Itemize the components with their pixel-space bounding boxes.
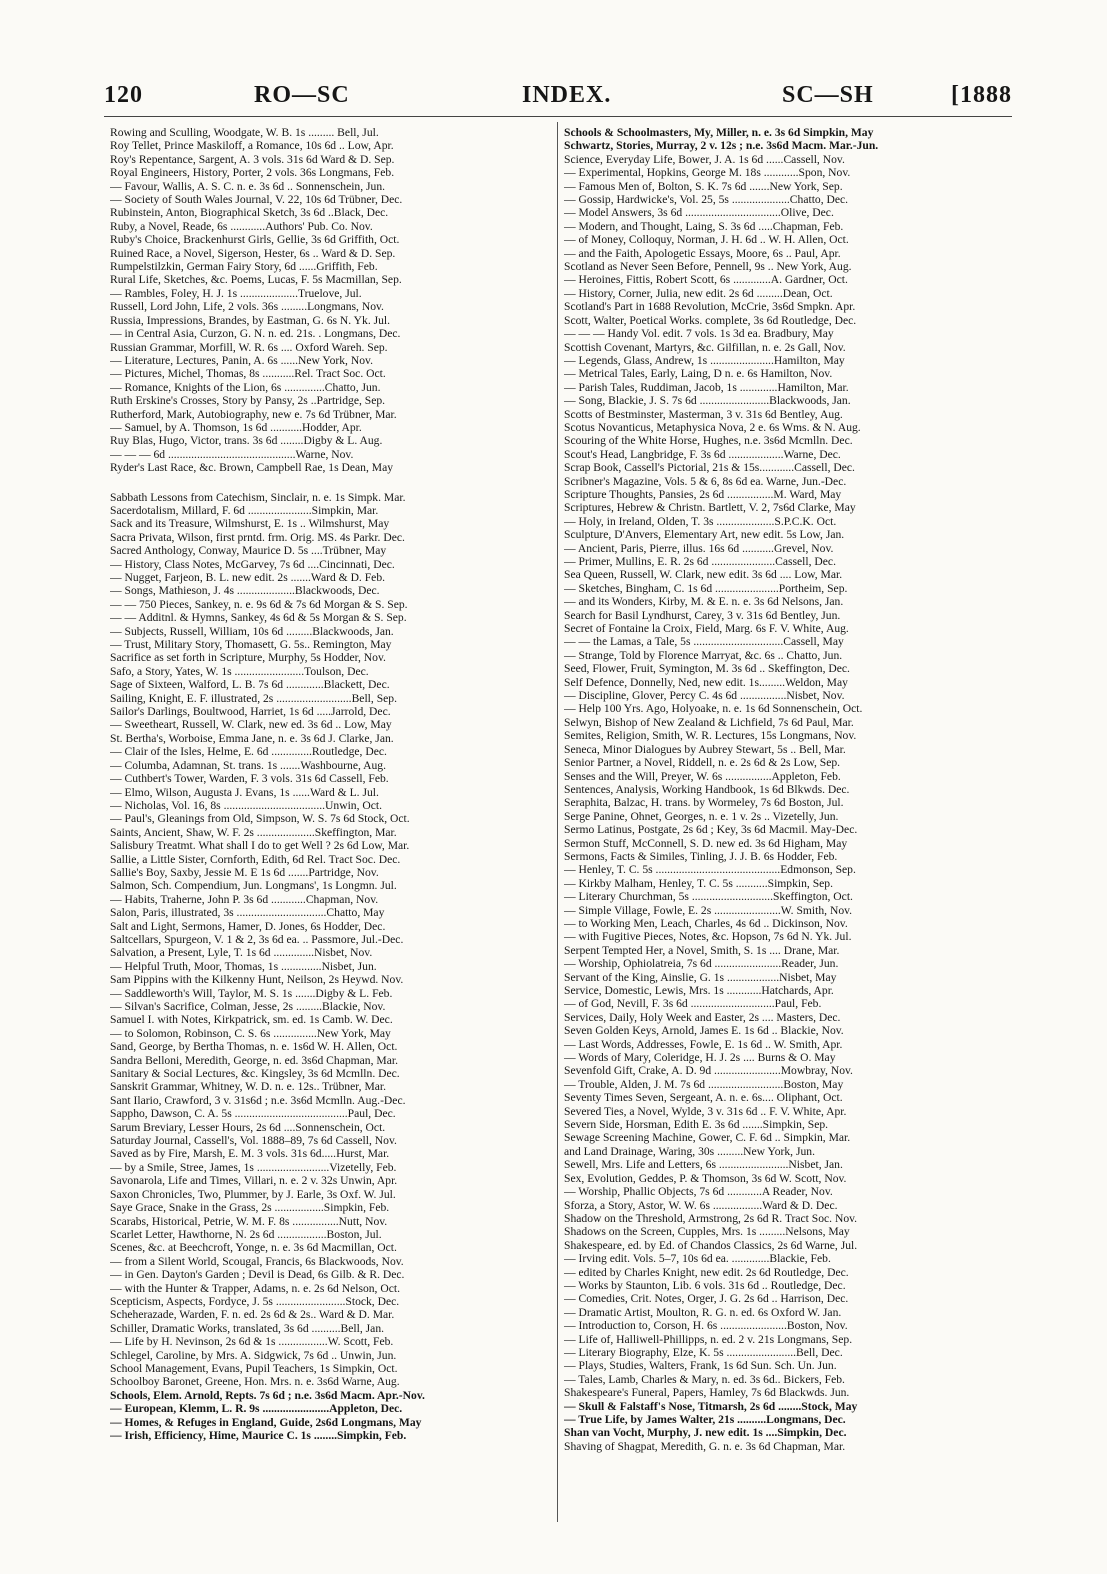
index-entry: — Comedies, Crit. Notes, Orger, J. G. 2s 6d .. Harrison, Dec. bbox=[564, 1292, 849, 1306]
index-entry: Sam Pippins with the Kilkenny Hunt, Neilson, 2s Heywd. Nov. bbox=[110, 973, 404, 987]
index-entry: Science, Everyday Life, Bower, J. A. 1s 6d ......Cassell, Nov. bbox=[564, 152, 845, 166]
index-entry: Roy Tellet, Prince Maskiloff, a Romance, 10s 6d .. Low, Apr. bbox=[110, 139, 394, 153]
index-entry: Scotts of Bestminster, Masterman, 3 v. 31s 6d Bentley, Aug. bbox=[564, 407, 843, 421]
index-entry: Schwartz, Stories, Murray, 2 v. 12s ; n.e. 3s6d Macm. Mar.-Jun. bbox=[564, 139, 879, 153]
page-header bbox=[104, 78, 1012, 117]
index-entry: — History, Corner, Julia, new edit. 2s 6d .........Dean, Oct. bbox=[564, 286, 833, 300]
index-entry: Sand, George, by Bertha Thomas, n. e. 1s6d W. H. Allen, Oct. bbox=[110, 1040, 398, 1054]
index-entry: Severed Ties, a Novel, Wylde, 3 v. 31s 6d .. F. V. White, Apr. bbox=[564, 1104, 847, 1118]
index-entry: — Pictures, Michel, Thomas, 8s ...........Rel. Tract Soc. Oct. bbox=[110, 367, 386, 381]
index-entry: — Words of Mary, Coleridge, H. J. 2s .... Burns & O. May bbox=[564, 1051, 836, 1065]
index-entry: — from a Silent World, Scougal, Francis, 6s Blackwoods, Nov. bbox=[110, 1254, 404, 1268]
index-entry: Saturday Journal, Cassell's, Vol. 1888–89, 7s 6d Cassell, Nov. bbox=[110, 1134, 397, 1148]
index-entry: Sarum Breviary, Lesser Hours, 2s 6d ....Sonnenschein, Oct. bbox=[110, 1120, 386, 1134]
right-range-heading: SC—SH bbox=[782, 82, 874, 108]
index-entry: — Homes, & Refuges in England, Guide, 2s6d Longmans, May bbox=[110, 1415, 422, 1429]
index-entry: — Metrical Tales, Early, Laing, D n. e. 6s Hamilton, Nov. bbox=[564, 367, 833, 381]
index-entry: Schiller, Dramatic Works, translated, 3s 6d ..........Bell, Jan. bbox=[110, 1321, 385, 1335]
index-entry: — — — 6d ............................................Warne, Nov. bbox=[110, 447, 354, 461]
index-entry: — — Additnl. & Hymns, Sankey, 4s 6d & 5s Morgan & S. Sep. bbox=[110, 611, 407, 625]
right-column bbox=[564, 126, 1014, 1526]
index-entry: Senses and the Will, Preyer, W. 6s ................Appleton, Feb. bbox=[564, 769, 841, 783]
index-entry: — and the Faith, Apologetic Essays, Moore, 6s .. Paul, Apr. bbox=[564, 246, 841, 260]
index-entry: — European, Klemm, L. R. 9s .......................Appleton, Dec. bbox=[110, 1402, 403, 1416]
index-entry: Scriptures, Hebrew & Christn. Bartlett, V. 2, 7s6d Clarke, May bbox=[564, 501, 856, 515]
index-entry: Scout's Head, Langbridge, F. 3s 6d ...................Warne, Dec. bbox=[564, 447, 841, 461]
index-entry: Schools, Elem. Arnold, Repts. 7s 6d ; n.e. 3s6d Macm. Apr.-Nov. bbox=[110, 1388, 425, 1402]
index-entry: — Irving edit. Vols. 5–7, 10s 6d ea. .............Blackie, Feb. bbox=[564, 1252, 831, 1266]
index-entry: Seventy Times Seven, Sergeant, A. n. e. 6s.... Oliphant, Oct. bbox=[564, 1091, 843, 1105]
index-entry: Seneca, Minor Dialogues by Aubrey Stewart, 5s .. Bell, Mar. bbox=[564, 742, 846, 756]
index-entry: Safo, a Story, Yates, W. 1s ........................Toulson, Dec. bbox=[110, 664, 369, 678]
index-entry: — Trust, Military Story, Thomasett, G. 5s.. Remington, May bbox=[110, 638, 392, 652]
index-entry: Shan van Vocht, Murphy, J. new edit. 1s ....Simpkin, Dec. bbox=[564, 1426, 847, 1440]
index-entry: — Help 100 Yrs. Ago, Holyoake, n. e. 1s 6d Sonnenschein, Oct. bbox=[564, 702, 863, 716]
index-entry: Sermo Latinus, Postgate, 2s 6d ; Key, 3s 6d Macmil. May-Dec. bbox=[564, 823, 858, 837]
index-entry: — Saddleworth's Will, Taylor, M. S. 1s .......Digby & L. Feb. bbox=[110, 986, 393, 1000]
index-entry: Schoolboy Baronet, Greene, Hon. Mrs. n. e. 3s6d Warne, Aug. bbox=[110, 1375, 400, 1389]
index-title: INDEX. bbox=[522, 82, 612, 108]
index-entry: — in Central Asia, Curzon, G. N. n. ed. 21s. . Longmans, Dec. bbox=[110, 327, 401, 341]
index-entry: — Gossip, Hardwicke's, Vol. 25, 5s ....................Chatto, Dec. bbox=[564, 193, 849, 207]
index-entry: — Plays, Studies, Walters, Frank, 1s 6d Sun. Sch. Un. Jun. bbox=[564, 1359, 837, 1373]
index-entry: Sacerdotalism, Millard, F. 6d ......................Simpkin, Mar. bbox=[110, 503, 379, 517]
index-entry: St. Bertha's, Worboise, Emma Jane, n. e. 3s 6d J. Clarke, Jan. bbox=[110, 731, 394, 745]
index-entry: Saved as by Fire, Marsh, E. M. 3 vols. 31s 6d.....Hurst, Mar. bbox=[110, 1147, 390, 1161]
index-entry: — to Working Men, Leach, Charles, 4s 6d .. Dickinson, Nov. bbox=[564, 916, 848, 930]
index-entry: Sermons, Facts & Similes, Tinling, J. J. B. 6s Hodder, Feb. bbox=[564, 849, 838, 863]
index-entry: — and its Wonders, Kirby, M. & E. n. e. 3s 6d Nelsons, Jan. bbox=[564, 595, 844, 609]
index-entry bbox=[110, 475, 560, 491]
index-entry: — Model Answers, 3s 6d .................................Olive, Dec. bbox=[564, 206, 834, 220]
index-entry: Scotus Novanticus, Metaphysica Nova, 2 e. 6s Wms. & N. Aug. bbox=[564, 420, 861, 434]
index-entry: — Famous Men of, Bolton, S. K. 7s 6d .......New York, Sep. bbox=[564, 179, 843, 193]
index-entry: — Silvan's Sacrifice, Colman, Jesse, 2s .........Blackie, Nov. bbox=[110, 1000, 386, 1013]
index-entry: Scarabs, Historical, Petrie, W. M. F. 8s ................Nutt, Nov. bbox=[110, 1214, 388, 1228]
index-entry: — Paul's, Gleanings from Old, Simpson, W. S. 7s 6d Stock, Oct. bbox=[110, 812, 410, 826]
index-entry: Scouring of the White Horse, Hughes, n.e. 3s6d Mcmlln. Dec. bbox=[564, 434, 853, 448]
index-entry: Rutherford, Mark, Autobiography, new e. 7s 6d Trübner, Mar. bbox=[110, 407, 397, 421]
index-entry: Sailor's Darlings, Boultwood, Harriet, 1s 6d .....Jarrold, Dec. bbox=[110, 705, 391, 719]
index-entry: Sewell, Mrs. Life and Letters, 6s ........................Nisbet, Jan. bbox=[564, 1158, 843, 1172]
index-entry: Saints, Ancient, Shaw, W. F. 2s ....................Skeffington, Mar. bbox=[110, 825, 397, 839]
index-entry: Senior Partner, a Novel, Riddell, n. e. 2s 6d & 2s Low, Sep. bbox=[564, 756, 841, 770]
index-entry: Serpent Tempted Her, a Novel, Smith, S. 1s .... Drane, Mar. bbox=[564, 943, 840, 957]
index-entry: — Song, Blackie, J. S. 7s 6d ........................Blackwoods, Jan. bbox=[564, 394, 851, 408]
index-entry: Ruby's Choice, Brackenhurst Girls, Gellie, 3s 6d Griffith, Oct. bbox=[110, 233, 400, 247]
index-entry: — Songs, Mathieson, J. 4s ....................Blackwoods, Dec. bbox=[110, 584, 380, 598]
index-entry: — Favour, Wallis, A. S. C. n. e. 3s 6d .. Sonnenschein, Jun. bbox=[110, 179, 386, 193]
index-entry: Rural Life, Sketches, &c. Poems, Lucas, F. 5s Macmillan, Sep. bbox=[110, 273, 402, 287]
index-entry: Sanskrit Grammar, Whitney, W. D. n. e. 12s.. Trübner, Mar. bbox=[110, 1080, 387, 1094]
index-entry: — Society of South Wales Journal, V. 22, 10s 6d Trübner, Dec. bbox=[110, 193, 403, 207]
index-entry: Sacrifice as set forth in Scripture, Murphy, 5s Hodder, Nov. bbox=[110, 651, 386, 665]
index-entry: Sanitary & Social Lectures, &c. Kingsley, 3s 6d Mcmlln. Dec. bbox=[110, 1067, 400, 1081]
index-entry: Sack and its Treasure, Wilmshurst, E. 1s .. Wilmshurst, May bbox=[110, 517, 390, 531]
index-entry: — by a Smile, Stree, James, 1s .........................Vizetelly, Feb. bbox=[110, 1160, 397, 1174]
index-entry: — Dramatic Artist, Moulton, R. G. n. ed. 6s Oxford W. Jan. bbox=[564, 1305, 842, 1319]
index-entry: — — — Handy Vol. edit. 7 vols. 1s 3d ea. Bradbury, May bbox=[564, 327, 834, 341]
index-entry: Scott, Walter, Poetical Works. complete, 3s 6d Routledge, Dec. bbox=[564, 313, 857, 327]
index-entry: Ryder's Last Race, &c. Brown, Campbell Rae, 1s Dean, May bbox=[110, 461, 394, 475]
index-entry: Sea Queen, Russell, W. Clark, new edit. 3s 6d .... Low, Mar. bbox=[564, 568, 843, 582]
index-entry: — Modern, and Thought, Laing, S. 3s 6d .....Chapman, Feb. bbox=[564, 219, 844, 233]
index-entry: — Literature, Lectures, Panin, A. 6s ......New York, Nov. bbox=[110, 353, 373, 367]
index-entry: Seed, Flower, Fruit, Symington, M. 3s 6d .. Skeffington, Dec. bbox=[564, 662, 850, 676]
year-heading: [1888 bbox=[951, 82, 1012, 108]
index-entry: — edited by Charles Knight, new edit. 2s 6d Routledge, Dec. bbox=[564, 1265, 849, 1279]
index-entry: — Kirkby Malham, Henley, T. C. 5s ...........Simpkin, Sep. bbox=[564, 876, 834, 890]
index-entry: — Rambles, Foley, H. J. 1s ....................Truelove, Jul. bbox=[110, 286, 362, 300]
index-entry: Russell, Lord John, Life, 2 vols. 36s .........Longmans, Nov. bbox=[110, 300, 384, 314]
left-column bbox=[110, 126, 560, 1526]
index-entry: Ruth Erskine's Crosses, Story by Pansy, 2s ..Partridge, Sep. bbox=[110, 394, 386, 408]
index-entry: — with the Hunter & Trapper, Adams, n. e. 2s 6d Nelson, Oct. bbox=[110, 1281, 400, 1295]
index-entry: — — the Lamas, a Tale, 5s ...............................Cassell, May bbox=[564, 635, 844, 649]
index-entry: Sex, Evolution, Geddes, P. & Thomson, 3s 6d W. Scott, Nov. bbox=[564, 1171, 847, 1185]
index-entry: — of God, Nevill, F. 3s 6d .............................Paul, Feb. bbox=[564, 997, 822, 1011]
index-entry: Sacra Privata, Wilson, first prntd. frm. Orig. MS. 4s Parkr. Dec. bbox=[110, 530, 405, 544]
index-entry: Scenes, &c. at Beechcroft, Yonge, n. e. 3s 6d Macmillan, Oct. bbox=[110, 1241, 397, 1255]
index-entry: — Life of, Halliwell-Phillipps, n. ed. 2 v. 21s Longmans, Sep. bbox=[564, 1332, 853, 1346]
index-entry: Severn Side, Horsman, Edith E. 3s 6d .......Simpkin, Sep. bbox=[564, 1118, 829, 1132]
index-entry: Seraphita, Balzac, H. trans. by Wormeley, 7s 6d Boston, Jul. bbox=[564, 796, 844, 810]
index-entry: Sage of Sixteen, Walford, L. B. 7s 6d .............Blackett, Dec. bbox=[110, 678, 390, 692]
index-entry: — Irish, Efficiency, Hime, Maurice C. 1s ........Simpkin, Feb. bbox=[110, 1429, 407, 1442]
index-entry: Sailing, Knight, E. F. illustrated, 2s ..........................Bell, Sep. bbox=[110, 691, 397, 705]
index-entry: Sallie's Boy, Saxby, Jessie M. E 1s 6d .......Partridge, Nov. bbox=[110, 865, 379, 879]
index-entry: — Experimental, Hopkins, George M. 18s ............Spon, Nov. bbox=[564, 166, 851, 180]
index-entry: — Primer, Mullins, E. R. 2s 6d ......................Cassell, Dec. bbox=[564, 555, 836, 568]
index-entry: — Parish Tales, Ruddiman, Jacob, 1s .............Hamilton, Mar. bbox=[564, 380, 849, 394]
index-entry: School Management, Evans, Pupil Teachers, 1s Simpkin, Oct. bbox=[110, 1361, 398, 1375]
index-entry: — Simple Village, Fowle, E. 2s .......................W. Smith, Nov. bbox=[564, 903, 853, 917]
index-entry: — Skull & Falstaff's Nose, Titmarsh, 2s 6d ........Stock, May bbox=[564, 1399, 858, 1413]
index-entry: Schools & Schoolmasters, My, Miller, n. e. 3s 6d Simpkin, May bbox=[564, 126, 874, 139]
index-entry: Sappho, Dawson, C. A. 5s .......................................Paul, Dec. bbox=[110, 1107, 396, 1121]
index-entry: — Works by Staunton, Lib. 6 vols. 31s 6d .. Routledge, Dec. bbox=[564, 1278, 846, 1292]
left-range-heading: RO—SC bbox=[254, 82, 350, 108]
index-entry: Sabbath Lessons from Catechism, Sinclair, n. e. 1s Simpk. Mar. bbox=[110, 490, 406, 504]
index-entry: Russia, Impressions, Brandes, by Eastman, G. 6s N. Yk. Jul. bbox=[110, 313, 391, 327]
index-entry: — Henley, T. C. 5s ...........................................Edmonson, Sep. bbox=[564, 863, 856, 877]
column-divider bbox=[557, 122, 558, 1522]
index-entry: Shakespeare, ed. by Ed. of Chandos Classics, 2s 6d Warne, Jul. bbox=[564, 1238, 858, 1252]
index-entry: Saltcellars, Spurgeon, V. 1 & 2, 3s 6d ea. .. Passmore, Jul.-Dec. bbox=[110, 932, 404, 946]
index-entry: Semites, Religion, Smith, W. R. Lectures, 15s Longmans, Nov. bbox=[564, 729, 857, 743]
index-entry: Salvation, a Present, Lyle, T. 1s 6d ..............Nisbet, Nov. bbox=[110, 946, 373, 960]
index-entry: Service, Domestic, Lewis, Mrs. 1s ............Hatchards, Apr. bbox=[564, 984, 834, 997]
index-entry: — in Gen. Dayton's Garden ; Devil is Dead, 6s Gilb. & R. Dec. bbox=[110, 1268, 405, 1282]
index-entry: Ruined Race, a Novel, Sigerson, Hester, 6s .. Ward & D. Sep. bbox=[110, 246, 396, 260]
index-entry: Seven Golden Keys, Arnold, James E. 1s 6d .. Blackie, Nov. bbox=[564, 1024, 844, 1038]
index-entry: — Habits, Traherne, John P. 3s 6d ............Chapman, Nov. bbox=[110, 892, 379, 906]
index-entry: Sforza, a Story, Astor, W. W. 6s .................Ward & D. Dec. bbox=[564, 1198, 838, 1212]
index-entry: and Land Drainage, Waring, 30s .........New York, Jun. bbox=[564, 1144, 815, 1158]
index-entry: Scribner's Magazine, Vols. 5 & 6, 8s 6d ea. Warne, Jun.-Dec. bbox=[564, 474, 847, 488]
index-entry: — Helpful Truth, Moor, Thomas, 1s ..............Nisbet, Jun. bbox=[110, 959, 377, 973]
index-entry: Scotland's Part in 1688 Revolution, McCrie, 3s6d Smpkn. Apr. bbox=[564, 300, 856, 314]
index-entry: Saye Grace, Snake in the Grass, 2s .................Simpkin, Feb. bbox=[110, 1201, 390, 1215]
index-entry: Sandra Belloni, Meredith, George, n. ed. 3s6d Chapman, Mar. bbox=[110, 1053, 398, 1067]
index-entry: Salisbury Treatmt. What shall I do to get Well ? 2s 6d Low, Mar. bbox=[110, 839, 410, 853]
index-entry: Saxon Chronicles, Two, Plummer, by J. Earle, 3s Oxf. W. Jul. bbox=[110, 1187, 396, 1201]
index-entry: — Columba, Adamnan, St. trans. 1s .......Washbourne, Aug. bbox=[110, 758, 387, 772]
index-entry: — Worship, Phallic Objects, 7s 6d ............A Reader, Nov. bbox=[564, 1185, 833, 1199]
index-entry: Shakespeare's Funeral, Papers, Hamley, 7s 6d Blackwds. Jun. bbox=[564, 1386, 850, 1400]
index-entry: Salt and Light, Sermons, Hamer, D. Jones, 6s Hodder, Dec. bbox=[110, 919, 386, 933]
index-entry: Roy's Repentance, Sargent, A. 3 vols. 31s 6d Ward & D. Sep. bbox=[110, 152, 395, 166]
index-entry: — Heroines, Fittis, Robert Scott, 6s .............A. Gardner, Oct. bbox=[564, 273, 848, 287]
index-entry: Samuel I. with Notes, Kirkpatrick, sm. ed. 1s Camb. W. Dec. bbox=[110, 1013, 393, 1027]
index-entry: Sant Ilario, Crawford, 3 v. 31s6d ; n.e. 3s6d Mcmlln. Aug.-Dec. bbox=[110, 1093, 406, 1107]
index-entry: — Sweetheart, Russell, W. Clark, new ed. 3s 6d .. Low, May bbox=[110, 718, 392, 732]
index-entry: — Legends, Glass, Andrew, 1s ......................Hamilton, May bbox=[564, 353, 845, 367]
index-entry: — Introduction to, Corson, H. 6s .......................Boston, Nov. bbox=[564, 1319, 848, 1333]
index-entry: — to Solomon, Robinson, C. S. 6s ...............New York, May bbox=[110, 1026, 391, 1040]
index-entry: Sallie, a Little Sister, Cornforth, Edith, 6d Rel. Tract Soc. Dec. bbox=[110, 852, 401, 866]
index-entry: Secret of Fontaine la Croix, Field, Marg. 6s F. V. White, Aug. bbox=[564, 622, 849, 636]
index-entry: Sacred Anthology, Conway, Maurice D. 5s ....Trübner, May bbox=[110, 544, 387, 558]
page-number: 120 bbox=[104, 82, 143, 108]
index-entry: — Literary Churchman, 5s ............................Skeffington, Oct. bbox=[564, 890, 853, 904]
index-entry: Self Defence, Donnelly, Ned, new edit. 1s.........Weldon, May bbox=[564, 675, 848, 689]
index-entry: Sermon Stuff, McConnell, S. D. new ed. 3s 6d Higham, May bbox=[564, 836, 848, 850]
index-entry: — Samuel, by A. Thomson, 1s 6d ...........Hodder, Apr. bbox=[110, 420, 362, 434]
index-entry: — History, Class Notes, McGarvey, 7s 6d ....Cincinnati, Dec. bbox=[110, 557, 395, 571]
index-entry: Schlegel, Caroline, by Mrs. A. Sidgwick, 7s 6d .. Unwin, Jun. bbox=[110, 1348, 397, 1362]
index-entry: — Strange, Told by Florence Marryat, &c. 6s .. Chatto, Jun. bbox=[564, 648, 843, 662]
index-entry: Scotland as Never Seen Before, Pennell, 9s .. New York, Aug. bbox=[564, 260, 852, 274]
index-entry: — Last Words, Addresses, Fowle, E. 1s 6d .. W. Smith, Apr. bbox=[564, 1037, 843, 1051]
index-entry: Scripture Thoughts, Pansies, 2s 6d ................M. Ward, May bbox=[564, 487, 842, 501]
index-entry: — Nicholas, Vol. 16, 8s ...................................Unwin, Oct. bbox=[110, 798, 383, 812]
index-entry: Shaving of Shagpat, Meredith, G. n. e. 3s 6d Chapman, Mar. bbox=[564, 1439, 846, 1453]
index-entry: Servant of the King, Ainslie, G. 1s ..................Nisbet, May bbox=[564, 970, 837, 984]
index-entry: Savonarola, Life and Times, Villari, n. e. 2 v. 32s Unwin, Apr. bbox=[110, 1174, 398, 1188]
index-entry: Ruy Blas, Hugo, Victor, trans. 3s 6d ........Digby & L. Aug. bbox=[110, 434, 383, 448]
index-entry: — Romance, Knights of the Lion, 6s ..............Chatto, Jun. bbox=[110, 380, 381, 394]
index-entry: Scrap Book, Cassell's Pictorial, 21s & 15s............Cassell, Dec. bbox=[564, 461, 855, 475]
index-entry: Rubinstein, Anton, Biographical Sketch, 3s 6d ..Black, Dec. bbox=[110, 206, 389, 220]
index-entry: — Nugget, Farjeon, B. L. new edit. 2s .......Ward & D. Feb. bbox=[110, 571, 386, 584]
index-entry: Shadows on the Screen, Cupples, Mrs. 1s .........Nelsons, May bbox=[564, 1225, 850, 1239]
index-entry: Rumpelstilzkin, German Fairy Story, 6d ......Griffith, Feb. bbox=[110, 260, 378, 274]
index-entry: — of Money, Colloquy, Norman, J. H. 6d .. W. H. Allen, Oct. bbox=[564, 233, 849, 247]
index-entry: Sculpture, D'Anvers, Elementary Art, new edit. 5s Low, Jan. bbox=[564, 528, 845, 542]
index-entry: — Sketches, Bingham, C. 1s 6d ......................Portheim, Sep. bbox=[564, 581, 848, 595]
index-entry: Russian Grammar, Morfill, W. R. 6s .... Oxford Wareh. Sep. bbox=[110, 340, 388, 354]
index-entry: Scheherazade, Warden, F. n. ed. 2s 6d & 2s.. Ward & D. Mar. bbox=[110, 1308, 395, 1322]
index-entry: — Life by H. Nevinson, 2s 6d & 1s .................W. Scott, Feb. bbox=[110, 1335, 394, 1349]
index-entry: Services, Daily, Holy Week and Easter, 2s .... Masters, Dec. bbox=[564, 1010, 841, 1024]
index-entry: Scottish Covenant, Martyrs, &c. Gilfillan, n. e. 2s Gall, Nov. bbox=[564, 340, 846, 354]
index-entry: — Tales, Lamb, Charles & Mary, n. ed. 3s 6d.. Bickers, Feb. bbox=[564, 1372, 845, 1386]
index-entry: — Worship, Ophiolatreia, 7s 6d .......................Reader, Jun. bbox=[564, 957, 839, 971]
index-entry: Shadow on the Threshold, Armstrong, 2s 6d R. Tract Soc. Nov. bbox=[564, 1211, 858, 1225]
index-entry: Salon, Paris, illustrated, 3s ...............................Chatto, May bbox=[110, 906, 385, 920]
index-entry: — Literary Biography, Elze, K. 5s ........................Bell, Dec. bbox=[564, 1345, 843, 1359]
index-entry: Scepticism, Aspects, Fordyce, J. 5s ........................Stock, Dec. bbox=[110, 1294, 400, 1308]
index-entry: Royal Engineers, History, Porter, 2 vols. 36s Longmans, Feb. bbox=[110, 166, 395, 180]
index-entry: — Ancient, Paris, Pierre, illus. 16s 6d ...........Grevel, Nov. bbox=[564, 541, 834, 555]
index-entry: Sentences, Analysis, Working Handbook, 1s 6d Blkwds. Dec. bbox=[564, 782, 850, 796]
index-entry: — Holy, in Ireland, Olden, T. 3s ....................S.P.C.K. Oct. bbox=[564, 514, 837, 528]
index-entry: Sewage Screening Machine, Gower, C. F. 6d .. Simpkin, Mar. bbox=[564, 1131, 851, 1145]
index-entry: — Clair of the Isles, Helme, E. 6d ..............Routledge, Dec. bbox=[110, 745, 387, 759]
index-entry: Sevenfold Gift, Crake, A. D. 9d .......................Mowbray, Nov. bbox=[564, 1064, 853, 1078]
index-entry: — Elmo, Wilson, Augusta J. Evans, 1s ......Ward & L. Jul. bbox=[110, 785, 379, 799]
index-entry: Search for Basil Lyndhurst, Carey, 3 v. 31s 6d Bentley, Jun. bbox=[564, 608, 841, 622]
index-entry: — True Life, by James Walter, 21s ..........Longmans, Dec. bbox=[564, 1413, 846, 1426]
index-entry: Rowing and Sculling, Woodgate, W. B. 1s ......... Bell, Jul. bbox=[110, 126, 379, 139]
index-entry: — Trouble, Alden, J. M. 7s 6d ..........................Boston, May bbox=[564, 1077, 844, 1091]
index-entry: — with Fugitive Pieces, Notes, &c. Hopson, 7s 6d N. Yk. Jul. bbox=[564, 930, 852, 944]
index-entry: Ruby, a Novel, Reade, 6s ............Authors' Pub. Co. Nov. bbox=[110, 219, 373, 233]
index-entry: — Discipline, Glover, Percy C. 4s 6d ................Nisbet, Nov. bbox=[564, 689, 845, 703]
index-entry: Serge Panine, Ohnet, Georges, n. e. 1 v. 2s .. Vizetelly, Jun. bbox=[564, 809, 839, 823]
index-entry: — Cuthbert's Tower, Warden, F. 3 vols. 31s 6d Cassell, Feb. bbox=[110, 772, 389, 786]
index-entry: — — 750 Pieces, Sankey, n. e. 9s 6d & 7s 6d Morgan & S. Sep. bbox=[110, 597, 408, 611]
index-entry: Selwyn, Bishop of New Zealand & Lichfield, 7s 6d Paul, Mar. bbox=[564, 715, 854, 729]
index-entry: Scarlet Letter, Hawthorne, N. 2s 6d .................Boston, Jul. bbox=[110, 1227, 382, 1241]
index-entry: Salmon, Sch. Compendium, Jun. Longmans', 1s Longmn. Jul. bbox=[110, 879, 397, 893]
index-entry: — Subjects, Russell, William, 10s 6d .........Blackwoods, Jan. bbox=[110, 624, 394, 638]
